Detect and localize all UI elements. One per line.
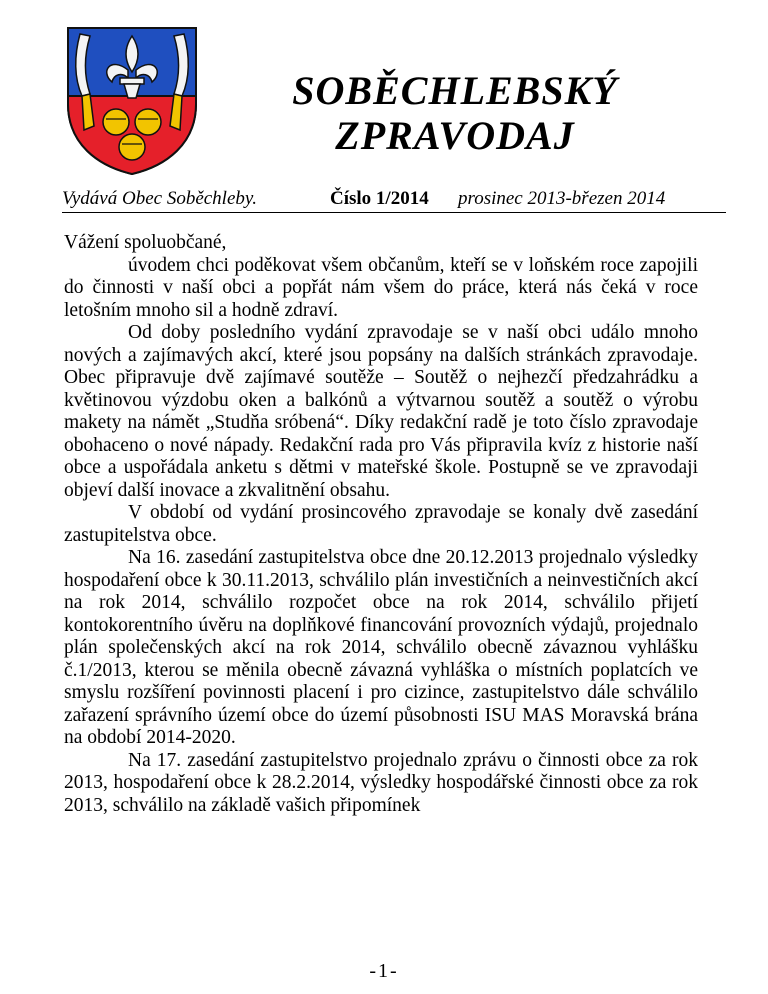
- editorial-article: [64, 232, 698, 817]
- issue-number: Číslo 1/2014: [330, 188, 429, 209]
- article-paragraph: Na 17. zasedání zastupitelstvo projednalo zprávu o činnosti obce za rok 2013, hospodaření obce k 28.2.2014, výsledky hospodářské činnosti obce za rok 2013, schválilo na základě vašich připomínek: [64, 749, 698, 816]
- newsletter-title-line-2: ZPRAVODAJ: [335, 113, 575, 158]
- greeting: Vážení spoluobčané,: [64, 232, 227, 253]
- article-paragraph: V období od vydání prosincového zpravodaje se konaly dvě zasedání zastupitelstva obce.: [64, 502, 698, 546]
- article-paragraph: úvodem chci poděkovat všem občanům, kteří se v loňském roce zapojili do činnosti v naší obci a popřát nám všem do práce, která nás čeká v roce letošním mnoho sil a hodně zdraví.: [64, 254, 698, 321]
- header-divider: [62, 212, 726, 213]
- article-paragraph: Od doby posledního vydání zpravodaje se v naší obci událo mnoho nových a zajímavých akcí, které jsou popsány na dalších stránkách zpravodaje. Obec připravuje dvě zajímavé soutěže – Soutěž o nejhezčí předzahrádku a květinovou výzdobu oken a balkónů a výtvarnou soutěž a soutěž o výrobu makety na námět „Studňa sróbená“. Díky redakční radě je toto číslo zpravodaje obohaceno o nové nápady. Redakční rada pro Vás připravila kvíz z historie naší obce a uspořádala anketu s dětmi v mateřské škole. Postupně se ve zpravodaji objeví další inovace a zkvalitnění obsahu.: [64, 322, 698, 501]
- masthead-line: [62, 186, 722, 212]
- article-paragraph: Na 16. zasedání zastupitelstva obce dne 20.12.2013 projednalo výsledky hospodaření obce k 30.11.2013, schválilo plán investičních a neinvestičních akcí na rok 2014, schválilo rozpočet obce na rok 2014, schválilo přijetí kontokorentního úvěru na doplňkové financování provozních výdajů, projednalo plán společenských akcí na rok 2014, schválilo obecně závaznou vyhlášku č.1/2013, kterou se měnila obecně závazná vyhláška o místních poplatcích ve smyslu rozšíření povinnosti placení i pro cizince, zastupitelstvo dále schválilo zařazení správního území obce do území působnosti ISU MAS Moravská brána na období 2014-2020.: [64, 547, 698, 748]
- municipal-coat-of-arms: [66, 26, 198, 176]
- issue-period: prosinec 2013-březen 2014: [458, 188, 666, 209]
- page-number: -1-: [369, 960, 399, 982]
- publisher: Vydává Obec Soběchleby.: [62, 188, 258, 209]
- newsletter-title-line-1: SOBĚCHLEBSKÝ: [292, 68, 618, 113]
